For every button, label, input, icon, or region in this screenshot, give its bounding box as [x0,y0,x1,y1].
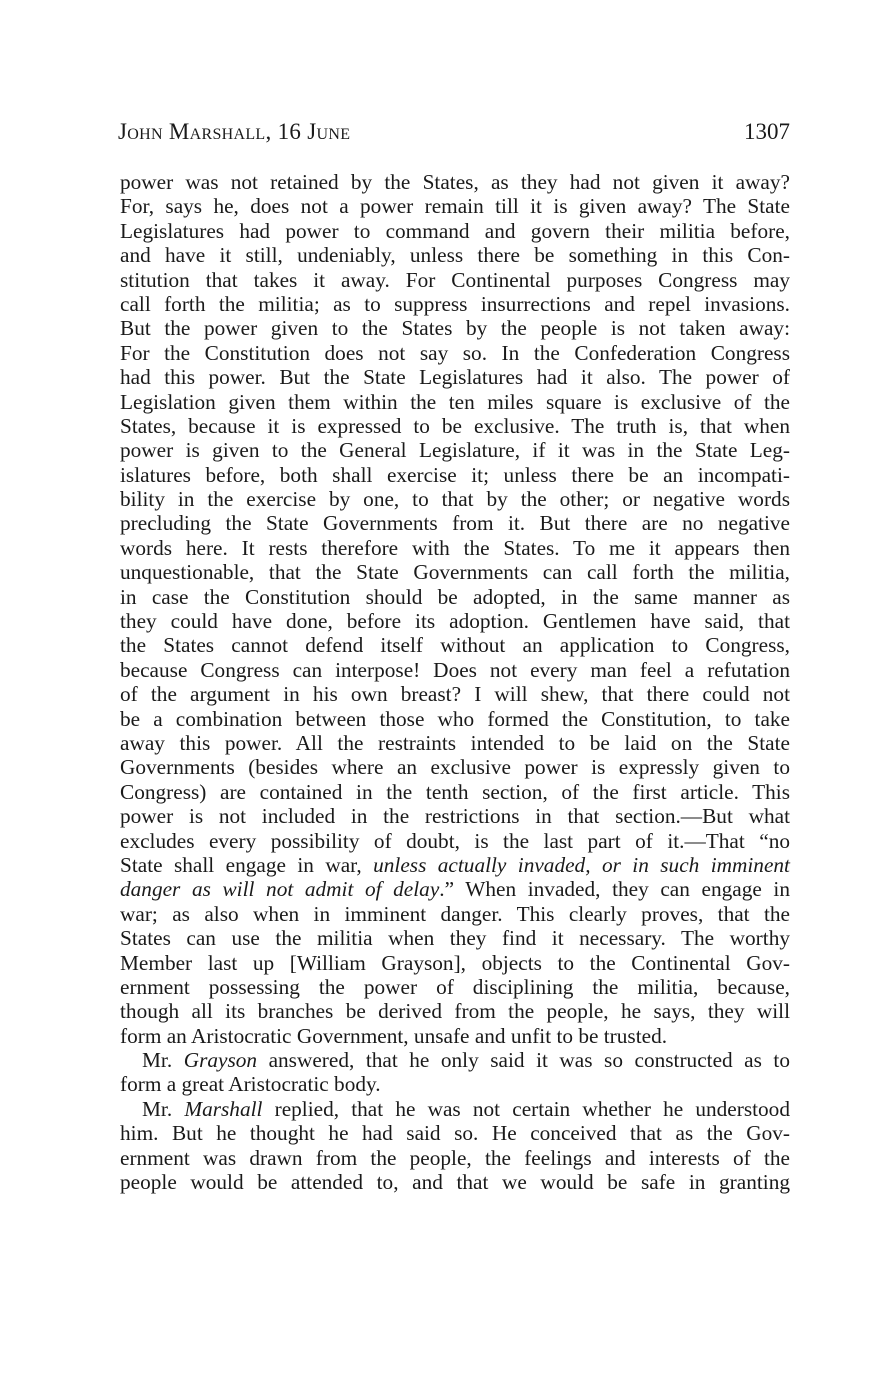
text-segment: Mr. [142,1048,184,1073]
text-line [120,1072,790,1096]
text-segment: replied, that he was not certain whether he understood [262,1096,790,1121]
text-segment: Mr. [142,1096,185,1121]
text-line [120,1121,790,1145]
text-segment: For the Constitution does not say so. In the Confederation Congress [120,340,790,365]
text-segment: Legislation given them within the ten miles square is exclusive of the [120,389,790,414]
running-head [118,119,790,153]
italic-text: Grayson [183,1048,258,1073]
text-line [120,731,790,755]
text-line [120,243,790,267]
text-segment: war; as also when in imminent danger. This clearly proves, that the [120,901,790,926]
text-segment: because Congress can interpose! Does not every man feel a refutation [120,657,790,682]
text-line [120,999,790,1023]
text-line [120,268,790,292]
text-line [120,511,790,535]
text-segment: .” When invaded, they can engage in [439,877,790,902]
text-segment: unquestionable, that the State Governments can call forth the militia, [120,560,790,585]
text-line [120,585,790,609]
text-segment: away this power. All the restraints intended to be laid on the State [120,730,790,755]
text-segment: Congress) are contained in the tenth section, of the first article. This [120,779,790,804]
text-segment: Governments (besides where an exclusive power is expressly given to [120,755,790,780]
text-segment: they could have done, before its adoption. Gentlemen have said, that [120,609,790,634]
text-line [120,853,790,877]
text-line [120,1170,790,1194]
text-line [120,877,790,901]
text-line [120,316,790,340]
italic-text: unless actually invaded, or in such imminent [373,852,790,877]
text-line [120,1048,790,1072]
text-segment: him. But he thought he had said so. He conceived that as the Gov- [120,1121,790,1146]
text-line [120,536,790,560]
text-line [120,1024,790,1048]
text-line [120,1146,790,1170]
text-line [120,755,790,779]
text-segment: be a combination between those who formed the Constitution, to take [120,706,790,731]
text-segment: people would be attended to, and that we would be safe in granting [120,1170,790,1195]
text-segment: Legislatures had power to command and govern their militia before, [120,218,790,243]
text-line [120,170,790,194]
text-segment: excludes every possibility of doubt, is the last part of it.—That “no [120,828,790,853]
text-segment: ernment possessing the power of disciplining the militia, because, [120,974,790,999]
text-segment: though all its branches be derived from the people, he says, they will [120,999,790,1024]
text-line [120,633,790,657]
text-line [120,951,790,975]
text-line [120,707,790,731]
text-line [120,414,790,438]
text-segment: ernment was drawn from the people, the feelings and interests of the [120,1145,790,1170]
text-segment: answered, that he only said it was so constructed as to [257,1048,790,1073]
text-line [120,438,790,462]
text-segment: For, says he, does not a power remain till it is given away? The State [120,194,790,219]
text-segment: form a great Aristocratic body. [120,1072,381,1097]
text-segment: islatures before, both shall exercise it; unless there be an incompati- [120,462,790,487]
text-line [120,365,790,389]
text-line [120,926,790,950]
text-segment: in case the Constitution should be adopted, in the same manner as [120,584,790,609]
text-line [120,1097,790,1121]
running-head-title: John Marshall, 16 June [118,119,351,144]
text-segment: States, because it is expressed to be exclusive. The truth is, that when [120,413,790,438]
text-line [120,829,790,853]
italic-text: danger as will not admit of delay [120,877,440,902]
text-segment: power was not retained by the States, as they had not given it away? [120,170,790,194]
text-line [120,487,790,511]
text-segment: words here. It rests therefore with the States. To me it appears then [120,535,790,560]
text-segment: stitution that takes it away. For Continental purposes Congress may [120,267,790,292]
text-segment: of the argument in his own breast? I will shew, that there could not [120,682,790,707]
text-segment: call forth the militia; as to suppress insurrections and repel invasions. [120,291,790,316]
text-segment: Member last up [William Grayson], objects to the Continental Gov- [120,950,790,975]
text-segment: State shall engage in war, [120,852,374,877]
text-line [120,658,790,682]
text-segment: power is not included in the restrictions in that section.—But what [120,804,790,829]
text-line [120,292,790,316]
text-line [120,390,790,414]
text-segment: bility in the exercise by one, to that by the other; or negative words [120,487,790,512]
text-line [120,609,790,633]
text-segment: form an Aristocratic Government, unsafe and unfit to be trusted. [120,1023,668,1048]
text-line [120,219,790,243]
text-segment: But the power given to the States by the people is not taken away: [120,316,790,341]
page-number: 1307 [744,119,790,144]
text-line [120,463,790,487]
text-segment: power is given to the General Legislature, if it was in the State Leg- [120,438,790,463]
text-line [120,560,790,584]
text-line [120,341,790,365]
text-segment: had this power. But the State Legislatures had it also. The power of [120,365,790,390]
text-line [120,804,790,828]
text-segment: States can use the militia when they find it necessary. The worthy [120,926,790,951]
text-segment: and have it still, undeniably, unless there be something in this Con- [120,243,790,268]
text-line [120,975,790,999]
text-line [120,194,790,218]
text-segment: the States cannot defend itself without an application to Congress, [120,633,790,658]
text-segment: precluding the State Governments from it. But there are no negative [120,511,790,536]
italic-text: Marshall [184,1096,263,1121]
text-line [120,780,790,804]
text-line [120,902,790,926]
text-line [120,682,790,706]
body-text [120,170,790,1194]
